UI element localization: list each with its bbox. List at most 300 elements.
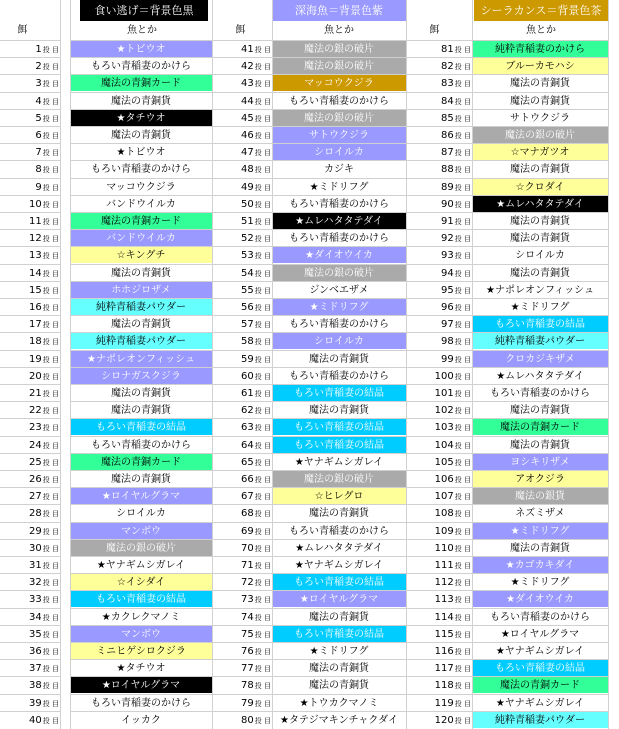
bait-count bbox=[0, 57, 60, 74]
bait-count bbox=[212, 298, 272, 315]
bait-number: 45 bbox=[241, 112, 254, 124]
bait-suffix: 投 目 bbox=[42, 132, 59, 140]
bait-count bbox=[0, 212, 60, 229]
table-row bbox=[0, 57, 619, 74]
grid-line bbox=[472, 0, 473, 729]
bait-suffix: 投 目 bbox=[454, 493, 471, 502]
catch-name: ★トビウオ bbox=[70, 40, 212, 57]
bait-count bbox=[212, 504, 272, 521]
catch-name: イッカク bbox=[70, 711, 212, 728]
bait-suffix: 投 目 bbox=[42, 338, 59, 347]
bait-suffix: 投 目 bbox=[42, 355, 59, 364]
bait-suffix: 投 目 bbox=[454, 183, 471, 192]
bait-suffix: 投 目 bbox=[254, 458, 271, 467]
bait-number: 56 bbox=[241, 302, 254, 313]
bait-suffix: 投 目 bbox=[42, 114, 59, 123]
bait-count bbox=[406, 246, 472, 263]
catch-name: サトウクジラ bbox=[472, 109, 608, 126]
bait-count bbox=[406, 418, 472, 435]
table-row bbox=[0, 401, 619, 418]
bait-suffix: 投 目 bbox=[42, 200, 59, 209]
catch-name: もろい青稲妻のかけら bbox=[272, 195, 406, 212]
catch-name: ☆イシダイ bbox=[70, 573, 212, 590]
bait-number: 33 bbox=[29, 594, 42, 606]
bait-count bbox=[212, 246, 272, 263]
bait-suffix: 投 目 bbox=[454, 682, 471, 691]
catch-name: クロカジキザメ bbox=[472, 350, 608, 367]
bait-number: 49 bbox=[241, 181, 254, 193]
bait-number: 100 bbox=[434, 370, 454, 382]
table-row bbox=[0, 264, 619, 281]
bait-suffix: 投 目 bbox=[42, 218, 59, 226]
bait-number: 98 bbox=[441, 336, 454, 348]
catch-name: ☆ヒレグロ bbox=[272, 487, 406, 504]
bait-number: 75 bbox=[241, 628, 254, 640]
bait-number: 12 bbox=[29, 233, 42, 245]
catch-name: ジンベエザメ bbox=[272, 281, 406, 298]
catch-name: ★ミドリフグ bbox=[272, 642, 406, 659]
bait-suffix: 投 目 bbox=[42, 252, 59, 261]
table-row bbox=[0, 625, 619, 642]
catch-name: もろい青稲妻のかけら bbox=[70, 436, 212, 453]
catch-name: 魔法の青銅貨 bbox=[70, 384, 212, 401]
bait-number: 101 bbox=[434, 388, 454, 399]
table-row bbox=[0, 418, 619, 435]
table-row bbox=[0, 315, 619, 332]
bait-suffix: 投 目 bbox=[454, 304, 471, 312]
grid-line bbox=[70, 0, 71, 729]
grid-line bbox=[212, 0, 213, 729]
bait-count bbox=[0, 126, 60, 143]
bait-number: 120 bbox=[434, 714, 454, 726]
bait-count bbox=[0, 539, 60, 556]
catch-name: もろい青稲妻の結晶 bbox=[472, 659, 608, 676]
bait-number: 69 bbox=[241, 525, 254, 537]
bait-number: 103 bbox=[434, 422, 454, 434]
bait-number: 67 bbox=[241, 491, 254, 503]
catch-name: ホホジロザメ bbox=[70, 281, 212, 298]
bait-count bbox=[406, 401, 472, 418]
bait-suffix: 投 目 bbox=[454, 132, 471, 140]
bait-count bbox=[0, 711, 60, 728]
bait-suffix: 投 目 bbox=[454, 527, 471, 536]
catch-name: 魔法の銀の破片 bbox=[272, 109, 406, 126]
bait-number: 96 bbox=[441, 302, 454, 313]
header-brown: シーラカンス＝背景色茶 bbox=[474, 0, 608, 21]
bait-number: 79 bbox=[241, 697, 254, 709]
bait-number: 106 bbox=[434, 474, 454, 485]
bait-number: 105 bbox=[434, 456, 454, 468]
catch-name: ★ロイヤルグラマ bbox=[70, 676, 212, 693]
table-row bbox=[0, 229, 619, 246]
bait-number: 25 bbox=[29, 456, 42, 468]
bait-count bbox=[406, 92, 472, 109]
bait-number: 112 bbox=[434, 577, 454, 589]
catch-name: もろい青稲妻の結晶 bbox=[472, 315, 608, 332]
bait-suffix: 投 目 bbox=[254, 235, 271, 244]
catch-name: 魔法の銀の破片 bbox=[272, 470, 406, 487]
bait-number: 47 bbox=[241, 147, 254, 159]
catch-name: 魔法の銀の破片 bbox=[272, 57, 406, 74]
catch-name: ★ムレハタタテダイ bbox=[272, 539, 406, 556]
catch-name: 魔法の青銅貨 bbox=[472, 401, 608, 418]
bait-number: 90 bbox=[441, 198, 454, 210]
bait-count bbox=[0, 264, 60, 281]
catch-name: 魔法の青銅貨 bbox=[70, 315, 212, 332]
bait-suffix: 投 目 bbox=[254, 338, 271, 347]
bait-suffix: 投 目 bbox=[42, 441, 59, 450]
bait-count bbox=[212, 487, 272, 504]
catch-name: シロイルカ bbox=[272, 143, 406, 160]
bait-number: 110 bbox=[434, 542, 454, 554]
table-row bbox=[0, 40, 619, 57]
catch-name: 魔法の青銅カード bbox=[472, 676, 608, 693]
bait-number: 86 bbox=[441, 130, 454, 141]
bait-suffix: 投 目 bbox=[42, 493, 59, 502]
table-row bbox=[0, 92, 619, 109]
catch-name: 魔法の青銅貨 bbox=[472, 264, 608, 281]
bait-suffix: 投 目 bbox=[254, 562, 271, 570]
bait-suffix: 投 目 bbox=[254, 716, 271, 725]
bait-number: 52 bbox=[241, 233, 254, 245]
bait-count bbox=[212, 625, 272, 642]
bait-count bbox=[0, 401, 60, 418]
table-row bbox=[0, 332, 619, 349]
table-row bbox=[0, 246, 619, 263]
bait-suffix: 投 目 bbox=[254, 321, 271, 330]
bait-suffix: 投 目 bbox=[254, 390, 271, 398]
catch-name: ★ダイオウイカ bbox=[272, 246, 406, 263]
catch-name: ★ミドリフグ bbox=[472, 522, 608, 539]
bait-count bbox=[212, 143, 272, 160]
bait-count bbox=[212, 522, 272, 539]
bait-count bbox=[406, 315, 472, 332]
catch-name: 魔法の青銅貨 bbox=[272, 401, 406, 418]
bait-suffix: 投 目 bbox=[454, 97, 471, 106]
bait-number: 107 bbox=[434, 491, 454, 503]
bait-number: 108 bbox=[434, 508, 454, 520]
bait-count bbox=[0, 487, 60, 504]
bait-count bbox=[406, 143, 472, 160]
bait-suffix: 投 目 bbox=[454, 200, 471, 209]
catch-name: ☆クロダイ bbox=[472, 178, 608, 195]
bait-suffix: 投 目 bbox=[454, 321, 471, 330]
catch-name: 魔法の青銅貨 bbox=[272, 659, 406, 676]
catch-name: 魔法の青銅貨 bbox=[472, 160, 608, 177]
catch-name: 魔法の青銅貨 bbox=[472, 74, 608, 91]
table-row bbox=[0, 487, 619, 504]
bait-suffix: 投 目 bbox=[42, 46, 59, 54]
bait-count bbox=[406, 160, 472, 177]
bait-count bbox=[212, 659, 272, 676]
bait-suffix: 投 目 bbox=[454, 63, 471, 72]
bait-suffix: 投 目 bbox=[454, 286, 471, 295]
bait-count bbox=[0, 92, 60, 109]
bait-suffix: 投 目 bbox=[254, 114, 271, 123]
bait-suffix: 投 目 bbox=[42, 304, 59, 312]
bait-number: 26 bbox=[29, 474, 42, 485]
bait-suffix: 投 目 bbox=[42, 699, 59, 708]
table-row bbox=[0, 212, 619, 229]
catch-name: 魔法の青銅カード bbox=[70, 453, 212, 470]
bait-suffix: 投 目 bbox=[254, 183, 271, 192]
bait-suffix: 投 目 bbox=[254, 579, 271, 588]
bait-number: 20 bbox=[29, 370, 42, 382]
bait-number: 95 bbox=[441, 284, 454, 296]
catch-name: ★ミドリフグ bbox=[272, 298, 406, 315]
bait-number: 55 bbox=[241, 284, 254, 296]
catch-name: ★カクレクマノミ bbox=[70, 608, 212, 625]
bait-suffix: 投 目 bbox=[42, 648, 59, 656]
bait-count bbox=[212, 40, 272, 57]
catch-name: 魔法の青銅貨 bbox=[472, 436, 608, 453]
catch-name: もろい青稲妻の結晶 bbox=[70, 590, 212, 607]
bait-suffix: 投 目 bbox=[254, 596, 271, 605]
bait-count bbox=[212, 281, 272, 298]
bait-number: 53 bbox=[241, 250, 254, 262]
bait-suffix: 投 目 bbox=[254, 510, 271, 519]
bait-count bbox=[212, 74, 272, 91]
bait-suffix: 投 目 bbox=[454, 458, 471, 467]
catch-name: ☆キングチ bbox=[70, 246, 212, 263]
catch-name: もろい青稲妻のかけら bbox=[472, 384, 608, 401]
catch-name: 魔法の銀の破片 bbox=[70, 539, 212, 556]
catch-name: ★ミドリフグ bbox=[472, 298, 608, 315]
bait-suffix: 投 目 bbox=[254, 355, 271, 364]
bait-count bbox=[406, 573, 472, 590]
catch-name: マンボウ bbox=[70, 522, 212, 539]
bait-number: 1 bbox=[35, 44, 42, 55]
bait-count bbox=[212, 229, 272, 246]
bait-count bbox=[0, 40, 60, 57]
bait-suffix: 投 目 bbox=[454, 114, 471, 123]
catch-name: 魔法の青銅貨 bbox=[472, 539, 608, 556]
bait-number: 83 bbox=[441, 78, 454, 90]
bait-count bbox=[406, 367, 472, 384]
bait-count bbox=[212, 418, 272, 435]
table-row bbox=[0, 711, 619, 728]
bait-count bbox=[212, 608, 272, 625]
catch-name: 魔法の青銅貨 bbox=[272, 350, 406, 367]
bait-suffix: 投 目 bbox=[254, 476, 271, 484]
bait-count bbox=[212, 590, 272, 607]
bait-count bbox=[406, 694, 472, 711]
table-row bbox=[0, 350, 619, 367]
catch-name: 魔法の青銅貨 bbox=[472, 212, 608, 229]
bait-suffix: 投 目 bbox=[254, 132, 271, 140]
bait-number: 19 bbox=[29, 353, 42, 365]
bait-count bbox=[212, 160, 272, 177]
catch-name: もろい青稲妻のかけら bbox=[272, 92, 406, 109]
catch-name: 魔法の銀貨 bbox=[472, 487, 608, 504]
grid-line bbox=[272, 0, 273, 729]
bait-number: 97 bbox=[441, 319, 454, 331]
bait-number: 32 bbox=[29, 577, 42, 589]
bait-count bbox=[212, 178, 272, 195]
bait-suffix: 投 目 bbox=[42, 562, 59, 570]
bait-count bbox=[0, 332, 60, 349]
bait-number: 15 bbox=[29, 284, 42, 296]
grid-line bbox=[60, 0, 61, 729]
catch-name: ★ナポレオンフィッシュ bbox=[472, 281, 608, 298]
bait-number: 59 bbox=[241, 353, 254, 365]
catch-name: 魔法の銀の破片 bbox=[472, 126, 608, 143]
bait-suffix: 投 目 bbox=[42, 613, 59, 622]
bait-suffix: 投 目 bbox=[254, 63, 271, 72]
bait-number: 4 bbox=[35, 95, 42, 107]
bait-count bbox=[212, 384, 272, 401]
catch-name: ☆マナガツオ bbox=[472, 143, 608, 160]
bait-count bbox=[0, 367, 60, 384]
bait-suffix: 投 目 bbox=[42, 596, 59, 605]
catch-name: シロナガスクジラ bbox=[70, 367, 212, 384]
bait-suffix: 投 目 bbox=[42, 321, 59, 330]
bait-suffix: 投 目 bbox=[42, 682, 59, 691]
table-row bbox=[0, 126, 619, 143]
col-fish-1: 魚とか bbox=[127, 25, 157, 36]
bait-number: 89 bbox=[441, 181, 454, 193]
bait-number: 3 bbox=[35, 78, 42, 90]
bait-suffix: 投 目 bbox=[454, 372, 471, 381]
bait-count bbox=[212, 315, 272, 332]
bait-number: 87 bbox=[441, 147, 454, 159]
catch-name: 魔法の銀の破片 bbox=[272, 40, 406, 57]
bait-suffix: 投 目 bbox=[42, 63, 59, 72]
catch-name: マンボウ bbox=[70, 625, 212, 642]
bait-number: 63 bbox=[241, 422, 254, 434]
bait-number: 82 bbox=[441, 61, 454, 73]
bait-suffix: 投 目 bbox=[454, 596, 471, 605]
bait-number: 72 bbox=[241, 577, 254, 589]
bait-suffix: 投 目 bbox=[454, 149, 471, 158]
bait-count bbox=[0, 573, 60, 590]
bait-suffix: 投 目 bbox=[254, 441, 271, 450]
bait-count bbox=[0, 74, 60, 91]
catch-name: 魔法の銀の破片 bbox=[272, 264, 406, 281]
bait-suffix: 投 目 bbox=[454, 407, 471, 416]
bait-count bbox=[0, 178, 60, 195]
catch-name: ★ムレハタタテダイ bbox=[472, 367, 608, 384]
bait-count bbox=[0, 298, 60, 315]
catch-name: 魔法の青銅貨 bbox=[70, 470, 212, 487]
bait-suffix: 投 目 bbox=[42, 80, 59, 89]
bait-count bbox=[406, 57, 472, 74]
bait-suffix: 投 目 bbox=[254, 630, 271, 639]
bait-number: 39 bbox=[29, 697, 42, 709]
bait-count bbox=[212, 401, 272, 418]
grid-line bbox=[608, 0, 609, 729]
bait-count bbox=[0, 143, 60, 160]
bait-number: 13 bbox=[29, 250, 42, 262]
bait-count bbox=[406, 590, 472, 607]
header-purple: 深海魚＝背景色紫 bbox=[272, 0, 406, 21]
bait-suffix: 投 目 bbox=[42, 579, 59, 588]
bait-count bbox=[0, 160, 60, 177]
bait-count bbox=[0, 625, 60, 642]
bait-number: 76 bbox=[241, 646, 254, 657]
bait-number: 28 bbox=[29, 508, 42, 520]
bait-number: 91 bbox=[441, 216, 454, 227]
bait-suffix: 投 目 bbox=[42, 476, 59, 484]
bait-number: 22 bbox=[29, 405, 42, 417]
bait-suffix: 投 目 bbox=[254, 424, 271, 433]
table-row bbox=[0, 659, 619, 676]
catch-name: もろい青稲妻のかけら bbox=[272, 229, 406, 246]
bait-suffix: 投 目 bbox=[42, 97, 59, 106]
bait-suffix: 投 目 bbox=[454, 665, 471, 674]
catch-name: もろい青稲妻のかけら bbox=[472, 608, 608, 625]
catch-name: ★タチウオ bbox=[70, 109, 212, 126]
bait-count bbox=[0, 642, 60, 659]
bait-number: 80 bbox=[241, 714, 254, 726]
bait-suffix: 投 目 bbox=[454, 235, 471, 244]
bait-count bbox=[212, 92, 272, 109]
bait-suffix: 投 目 bbox=[42, 149, 59, 158]
table-row bbox=[0, 281, 619, 298]
catch-name: もろい青稲妻の結晶 bbox=[272, 436, 406, 453]
bait-count bbox=[406, 556, 472, 573]
bait-number: 94 bbox=[441, 267, 454, 279]
bait-number: 48 bbox=[241, 164, 254, 176]
bait-suffix: 投 目 bbox=[42, 716, 59, 725]
bait-number: 31 bbox=[29, 560, 42, 571]
bait-number: 78 bbox=[241, 680, 254, 692]
catch-name: ★ロイヤルグラマ bbox=[272, 590, 406, 607]
table-row bbox=[0, 436, 619, 453]
table-row bbox=[0, 539, 619, 556]
catch-name: ★ムレハタタテダイ bbox=[272, 212, 406, 229]
table-row bbox=[0, 608, 619, 625]
bait-count bbox=[212, 642, 272, 659]
bait-suffix: 投 目 bbox=[42, 286, 59, 295]
catch-name: ★ヤナギムシガレイ bbox=[472, 694, 608, 711]
bait-suffix: 投 目 bbox=[254, 252, 271, 261]
bait-suffix: 投 目 bbox=[254, 269, 271, 278]
bait-suffix: 投 目 bbox=[42, 510, 59, 519]
bait-suffix: 投 目 bbox=[254, 665, 271, 674]
catch-name: 魔法の青銅貨 bbox=[70, 126, 212, 143]
catch-name: ★ロイヤルグラマ bbox=[472, 625, 608, 642]
bait-count bbox=[0, 436, 60, 453]
bait-suffix: 投 目 bbox=[454, 630, 471, 639]
catch-name: もろい青稲妻のかけら bbox=[272, 367, 406, 384]
catch-name: もろい青稲妻のかけら bbox=[272, 522, 406, 539]
catch-name: ★ヤナギムシガレイ bbox=[70, 556, 212, 573]
catch-name: 魔法の青銅カード bbox=[472, 418, 608, 435]
bait-count bbox=[212, 109, 272, 126]
table-row bbox=[0, 470, 619, 487]
bait-suffix: 投 目 bbox=[254, 97, 271, 106]
bait-count bbox=[212, 573, 272, 590]
table-row bbox=[0, 694, 619, 711]
bait-count bbox=[212, 264, 272, 281]
table-row bbox=[0, 522, 619, 539]
bait-number: 111 bbox=[434, 560, 454, 571]
bait-count bbox=[212, 332, 272, 349]
bait-suffix: 投 目 bbox=[42, 407, 59, 416]
catch-name: ★ヤナギムシガレイ bbox=[472, 642, 608, 659]
bait-suffix: 投 目 bbox=[254, 527, 271, 536]
catch-name: ヨシキリザメ bbox=[472, 453, 608, 470]
bait-number: 16 bbox=[29, 302, 42, 313]
bait-count bbox=[406, 453, 472, 470]
bait-count bbox=[0, 590, 60, 607]
bait-number: 9 bbox=[35, 181, 42, 193]
bait-number: 115 bbox=[434, 628, 454, 640]
bait-count bbox=[406, 264, 472, 281]
catch-name: サトウクジラ bbox=[272, 126, 406, 143]
bait-count bbox=[406, 608, 472, 625]
